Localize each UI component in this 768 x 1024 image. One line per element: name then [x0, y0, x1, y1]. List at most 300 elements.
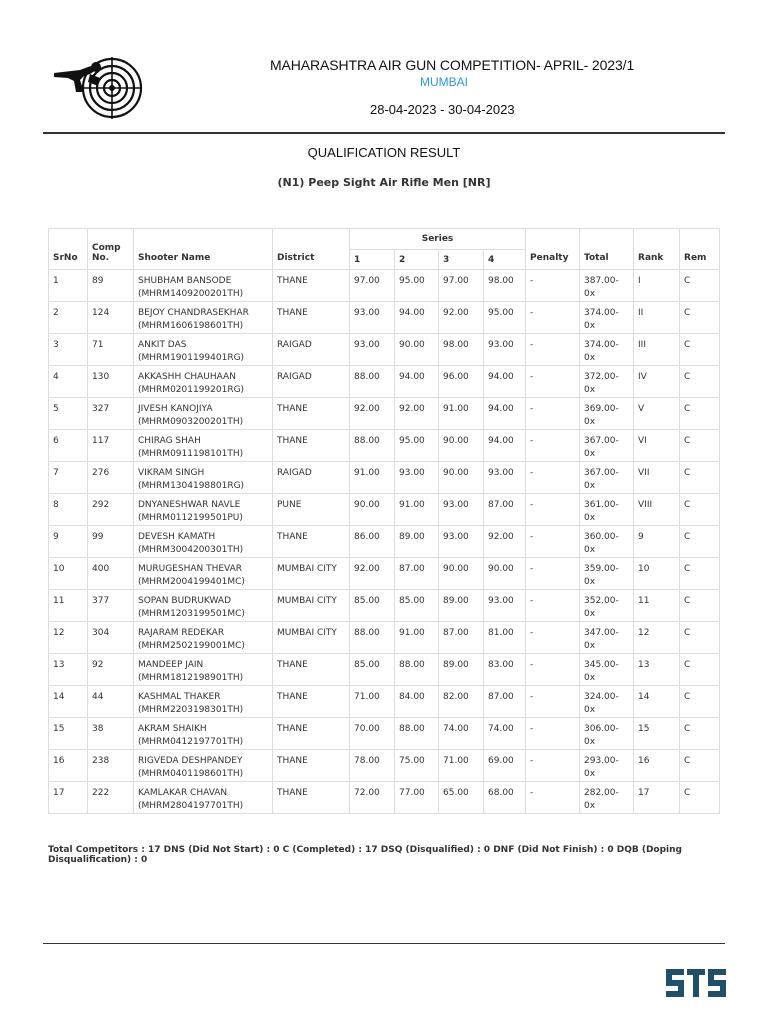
total-x-count: 0x	[584, 577, 596, 587]
total-score: 352.00-	[584, 596, 619, 606]
cell-srno: 10	[49, 558, 88, 590]
cell-srno: 2	[49, 302, 88, 334]
shooter-name: VIKRAM SINGH	[138, 468, 205, 478]
cell-series-2: 93.00	[395, 462, 439, 494]
competitor-summary: Total Competitors : 17 DNS (Did Not Start) : 0 C (Completed) : 17 DSQ (Disqualified) : 0 DNF (Did Not Finish) : 0 DQB (Doping Disqualification) : 0	[48, 845, 682, 865]
shooter-id: (MHRM1901199401RG)	[138, 353, 245, 363]
cell-penalty: -	[526, 654, 580, 686]
cell-district: MUMBAI CITY	[273, 558, 350, 590]
cell-srno: 17	[49, 782, 88, 814]
header-district: District	[273, 229, 350, 270]
cell-srno: 15	[49, 718, 88, 750]
shooter-id: (MHRM2004199401MC)	[138, 577, 245, 587]
header-rank: Rank	[634, 229, 680, 270]
shooter-name: RIGVEDA DESHPANDEY	[138, 756, 243, 766]
cell-shooter-name	[134, 782, 273, 814]
shooter-name: SHUBHAM BANSODE	[138, 276, 232, 286]
cell-srno: 8	[49, 494, 88, 526]
shooter-id: (MHRM0412197701TH)	[138, 737, 244, 747]
cell-rank: 11	[634, 590, 680, 622]
cell-series-3: 90.00	[439, 462, 484, 494]
total-x-count: 0x	[584, 449, 596, 459]
cell-series-3: 87.00	[439, 622, 484, 654]
cell-srno: 4	[49, 366, 88, 398]
cell-comp-no: 276	[88, 462, 134, 494]
cell-srno: 1	[49, 270, 88, 302]
cell-series-2: 88.00	[395, 654, 439, 686]
total-score: 361.00-	[584, 500, 619, 510]
cell-shooter-name	[134, 654, 273, 686]
cell-series-3: 92.00	[439, 302, 484, 334]
cell-comp-no: 89	[88, 270, 134, 302]
cell-total	[580, 526, 634, 558]
cell-series-4: 87.00	[484, 686, 526, 718]
cell-district: THANE	[273, 398, 350, 430]
table-row	[49, 302, 720, 334]
cell-rank: 16	[634, 750, 680, 782]
header-srno: SrNo	[49, 229, 88, 270]
cell-rank: 13	[634, 654, 680, 686]
cell-comp-no: 327	[88, 398, 134, 430]
cell-rank: V	[634, 398, 680, 430]
shooter-name: KASHMAL THAKER	[138, 692, 221, 702]
table-row	[49, 622, 720, 654]
cell-series-4: 81.00	[484, 622, 526, 654]
cell-srno: 12	[49, 622, 88, 654]
cell-series-1: 93.00	[350, 302, 395, 334]
cell-rank: 12	[634, 622, 680, 654]
cell-series-4: 95.00	[484, 302, 526, 334]
total-score: 359.00-	[584, 564, 619, 574]
total-score: 387.00-	[584, 276, 619, 286]
competition-city: MUMBAI	[420, 75, 468, 89]
cell-series-1: 88.00	[350, 366, 395, 398]
cell-comp-no: 71	[88, 334, 134, 366]
shooter-id: (MHRM0201199201RG)	[138, 385, 245, 395]
cell-comp-no: 124	[88, 302, 134, 334]
shooter-id: (MHRM1409200201TH)	[138, 289, 244, 299]
total-x-count: 0x	[584, 289, 596, 299]
cell-total	[580, 686, 634, 718]
total-x-count: 0x	[584, 769, 596, 779]
table-row	[49, 270, 720, 302]
cell-rank: III	[634, 334, 680, 366]
shooter-id: (MHRM2502199001MC)	[138, 641, 245, 651]
cell-penalty: -	[526, 590, 580, 622]
cell-total	[580, 718, 634, 750]
cell-series-3: 74.00	[439, 718, 484, 750]
cell-penalty: -	[526, 334, 580, 366]
cell-rem: C	[680, 430, 720, 462]
cell-series-2: 91.00	[395, 622, 439, 654]
cell-series-2: 92.00	[395, 398, 439, 430]
cell-rank: 10	[634, 558, 680, 590]
shooter-name: ANKIT DAS	[138, 340, 187, 350]
cell-rank: VI	[634, 430, 680, 462]
table-row	[49, 430, 720, 462]
shooter-name: BEJOY CHANDRASEKHAR	[138, 308, 249, 318]
cell-rem: C	[680, 558, 720, 590]
cell-series-3: 96.00	[439, 366, 484, 398]
cell-comp-no: 222	[88, 782, 134, 814]
cell-shooter-name	[134, 462, 273, 494]
total-x-count: 0x	[584, 385, 596, 395]
cell-srno: 11	[49, 590, 88, 622]
table-row	[49, 494, 720, 526]
total-score: 374.00-	[584, 340, 619, 350]
table-row	[49, 590, 720, 622]
cell-shooter-name	[134, 718, 273, 750]
cell-series-1: 85.00	[350, 590, 395, 622]
cell-series-4: 93.00	[484, 334, 526, 366]
cell-district: THANE	[273, 270, 350, 302]
cell-series-1: 93.00	[350, 334, 395, 366]
total-score: 347.00-	[584, 628, 619, 638]
cell-series-1: 72.00	[350, 782, 395, 814]
cell-series-3: 93.00	[439, 494, 484, 526]
cell-total	[580, 622, 634, 654]
event-name: (N1) Peep Sight Air Rifle Men [NR]	[277, 176, 491, 189]
cell-comp-no: 400	[88, 558, 134, 590]
cell-series-3: 82.00	[439, 686, 484, 718]
cell-srno: 13	[49, 654, 88, 686]
cell-rem: C	[680, 654, 720, 686]
shooter-name: DNYANESHWAR NAVLE	[138, 500, 241, 510]
header-penalty: Penalty	[526, 229, 580, 270]
cell-penalty: -	[526, 270, 580, 302]
cell-comp-no: 44	[88, 686, 134, 718]
cell-series-4: 87.00	[484, 494, 526, 526]
cell-total	[580, 366, 634, 398]
cell-total	[580, 558, 634, 590]
shooter-id: (MHRM3004200301TH)	[138, 545, 244, 555]
cell-series-2: 75.00	[395, 750, 439, 782]
cell-comp-no: 99	[88, 526, 134, 558]
total-x-count: 0x	[584, 513, 596, 523]
cell-series-2: 94.00	[395, 366, 439, 398]
cell-series-3: 89.00	[439, 590, 484, 622]
shooter-name: DEVESH KAMATH	[138, 532, 216, 542]
cell-series-4: 83.00	[484, 654, 526, 686]
header-series-1: 1	[350, 250, 395, 270]
cell-series-4: 94.00	[484, 398, 526, 430]
cell-series-1: 85.00	[350, 654, 395, 686]
cell-rem: C	[680, 462, 720, 494]
table-row	[49, 462, 720, 494]
table-row	[49, 750, 720, 782]
cell-penalty: -	[526, 558, 580, 590]
cell-series-3: 65.00	[439, 782, 484, 814]
cell-rem: C	[680, 398, 720, 430]
total-score: 324.00-	[584, 692, 619, 702]
header-comp-no: Comp No.	[88, 229, 134, 270]
cell-penalty: -	[526, 398, 580, 430]
total-x-count: 0x	[584, 737, 596, 747]
cell-series-4: 93.00	[484, 462, 526, 494]
cell-shooter-name	[134, 270, 273, 302]
cell-comp-no: 38	[88, 718, 134, 750]
cell-penalty: -	[526, 430, 580, 462]
shooter-target-logo-icon	[50, 56, 146, 126]
cell-shooter-name	[134, 558, 273, 590]
cell-rank: IV	[634, 366, 680, 398]
cell-series-3: 91.00	[439, 398, 484, 430]
cell-series-1: 90.00	[350, 494, 395, 526]
cell-series-3: 93.00	[439, 526, 484, 558]
cell-series-4: 90.00	[484, 558, 526, 590]
cell-penalty: -	[526, 718, 580, 750]
total-x-count: 0x	[584, 705, 596, 715]
cell-series-1: 97.00	[350, 270, 395, 302]
cell-rem: C	[680, 302, 720, 334]
cell-district: THANE	[273, 750, 350, 782]
sts-logo-icon	[664, 966, 728, 1000]
shooter-name: CHIRAG SHAH	[138, 436, 201, 446]
cell-series-1: 86.00	[350, 526, 395, 558]
cell-rank: 15	[634, 718, 680, 750]
cell-penalty: -	[526, 750, 580, 782]
cell-shooter-name	[134, 366, 273, 398]
shooter-name: MANDEEP JAIN	[138, 660, 204, 670]
cell-series-3: 71.00	[439, 750, 484, 782]
cell-total	[580, 462, 634, 494]
shooter-name: JIVESH KANOJIYA	[138, 404, 213, 414]
cell-total	[580, 494, 634, 526]
total-x-count: 0x	[584, 353, 596, 363]
total-x-count: 0x	[584, 545, 596, 555]
cell-penalty: -	[526, 302, 580, 334]
cell-series-4: 94.00	[484, 430, 526, 462]
cell-rank: VIII	[634, 494, 680, 526]
cell-district: MUMBAI CITY	[273, 590, 350, 622]
cell-rem: C	[680, 750, 720, 782]
cell-rank: I	[634, 270, 680, 302]
total-score: 369.00-	[584, 404, 619, 414]
header-series-3: 3	[439, 250, 484, 270]
total-score: 345.00-	[584, 660, 619, 670]
header-rem: Rem	[680, 229, 720, 270]
cell-shooter-name	[134, 334, 273, 366]
total-score: 306.00-	[584, 724, 619, 734]
total-x-count: 0x	[584, 673, 596, 683]
cell-series-1: 92.00	[350, 398, 395, 430]
cell-district: THANE	[273, 718, 350, 750]
table-row	[49, 366, 720, 398]
shooter-name: AKKASHH CHAUHAAN	[138, 372, 236, 382]
cell-series-2: 88.00	[395, 718, 439, 750]
cell-srno: 3	[49, 334, 88, 366]
cell-shooter-name	[134, 750, 273, 782]
table-row	[49, 782, 720, 814]
cell-series-2: 85.00	[395, 590, 439, 622]
table-row	[49, 334, 720, 366]
shooter-id: (MHRM2804197701TH)	[138, 801, 244, 811]
competition-dates: 28-04-2023 - 30-04-2023	[370, 102, 515, 117]
cell-shooter-name	[134, 398, 273, 430]
cell-series-2: 89.00	[395, 526, 439, 558]
cell-total	[580, 782, 634, 814]
shooter-name: MURUGESHAN THEVAR	[138, 564, 243, 574]
shooter-id: (MHRM2203198301TH)	[138, 705, 244, 715]
cell-srno: 9	[49, 526, 88, 558]
total-score: 367.00-	[584, 468, 619, 478]
table-row	[49, 526, 720, 558]
cell-series-4: 69.00	[484, 750, 526, 782]
cell-total	[580, 430, 634, 462]
cell-shooter-name	[134, 302, 273, 334]
cell-comp-no: 238	[88, 750, 134, 782]
cell-comp-no: 304	[88, 622, 134, 654]
cell-rem: C	[680, 334, 720, 366]
cell-district: THANE	[273, 430, 350, 462]
cell-series-1: 92.00	[350, 558, 395, 590]
cell-district: RAIGAD	[273, 462, 350, 494]
cell-district: PUNE	[273, 494, 350, 526]
cell-total	[580, 654, 634, 686]
cell-total	[580, 270, 634, 302]
cell-series-3: 90.00	[439, 558, 484, 590]
shooter-name: RAJARAM REDEKAR	[138, 628, 225, 638]
header-series-4: 4	[484, 250, 526, 270]
table-row	[49, 718, 720, 750]
cell-srno: 16	[49, 750, 88, 782]
cell-comp-no: 377	[88, 590, 134, 622]
cell-series-4: 93.00	[484, 590, 526, 622]
total-score: 282.00-	[584, 788, 619, 798]
cell-series-1: 71.00	[350, 686, 395, 718]
cell-penalty: -	[526, 366, 580, 398]
total-score: 293.00-	[584, 756, 619, 766]
cell-srno: 6	[49, 430, 88, 462]
shooter-id: (MHRM1812198901TH)	[138, 673, 244, 683]
cell-district: THANE	[273, 302, 350, 334]
cell-shooter-name	[134, 430, 273, 462]
cell-series-3: 97.00	[439, 270, 484, 302]
cell-series-4: 94.00	[484, 366, 526, 398]
cell-shooter-name	[134, 590, 273, 622]
total-score: 372.00-	[584, 372, 619, 382]
header-total: Total	[580, 229, 634, 270]
shooter-name: AKRAM SHAIKH	[138, 724, 207, 734]
cell-comp-no: 92	[88, 654, 134, 686]
total-x-count: 0x	[584, 641, 596, 651]
total-score: 360.00-	[584, 532, 619, 542]
cell-shooter-name	[134, 494, 273, 526]
shooter-id: (MHRM0903200201TH)	[138, 417, 244, 427]
cell-rem: C	[680, 526, 720, 558]
cell-district: THANE	[273, 526, 350, 558]
competition-title: MAHARASHTRA AIR GUN COMPETITION- APRIL- 2023/1	[270, 57, 635, 73]
cell-penalty: -	[526, 782, 580, 814]
cell-series-1: 70.00	[350, 718, 395, 750]
cell-district: RAIGAD	[273, 366, 350, 398]
cell-srno: 7	[49, 462, 88, 494]
cell-rank: II	[634, 302, 680, 334]
cell-penalty: -	[526, 462, 580, 494]
cell-rem: C	[680, 494, 720, 526]
cell-penalty: -	[526, 526, 580, 558]
total-x-count: 0x	[584, 321, 596, 331]
cell-rem: C	[680, 366, 720, 398]
cell-series-2: 77.00	[395, 782, 439, 814]
cell-series-3: 89.00	[439, 654, 484, 686]
cell-series-2: 95.00	[395, 430, 439, 462]
header-divider	[43, 132, 725, 134]
cell-district: MUMBAI CITY	[273, 622, 350, 654]
cell-comp-no: 130	[88, 366, 134, 398]
cell-shooter-name	[134, 526, 273, 558]
cell-rem: C	[680, 718, 720, 750]
total-score: 367.00-	[584, 436, 619, 446]
cell-district: RAIGAD	[273, 334, 350, 366]
cell-total	[580, 334, 634, 366]
cell-total	[580, 590, 634, 622]
cell-series-2: 94.00	[395, 302, 439, 334]
results-table	[48, 228, 720, 814]
total-x-count: 0x	[584, 417, 596, 427]
cell-total	[580, 302, 634, 334]
cell-total	[580, 398, 634, 430]
section-title: QUALIFICATION RESULT	[307, 145, 461, 160]
cell-comp-no: 292	[88, 494, 134, 526]
total-x-count: 0x	[584, 801, 596, 811]
cell-penalty: -	[526, 622, 580, 654]
cell-rank: 9	[634, 526, 680, 558]
cell-rank: VII	[634, 462, 680, 494]
cell-srno: 14	[49, 686, 88, 718]
cell-rem: C	[680, 270, 720, 302]
cell-rem: C	[680, 622, 720, 654]
cell-rem: C	[680, 782, 720, 814]
cell-series-2: 91.00	[395, 494, 439, 526]
total-x-count: 0x	[584, 481, 596, 491]
cell-rem: C	[680, 686, 720, 718]
shooter-name: KAMLAKAR CHAVAN	[138, 788, 228, 798]
total-score: 374.00-	[584, 308, 619, 318]
table-row	[49, 686, 720, 718]
cell-series-1: 78.00	[350, 750, 395, 782]
table-row	[49, 398, 720, 430]
cell-series-2: 84.00	[395, 686, 439, 718]
cell-series-3: 90.00	[439, 430, 484, 462]
cell-rank: 17	[634, 782, 680, 814]
cell-series-4: 74.00	[484, 718, 526, 750]
total-x-count: 0x	[584, 609, 596, 619]
cell-district: THANE	[273, 686, 350, 718]
cell-series-1: 91.00	[350, 462, 395, 494]
header-series-2: 2	[395, 250, 439, 270]
header-shooter-name: Shooter Name	[134, 229, 273, 270]
table-row	[49, 654, 720, 686]
footer-divider	[43, 943, 725, 944]
cell-comp-no: 117	[88, 430, 134, 462]
cell-rank: 14	[634, 686, 680, 718]
shooter-id: (MHRM0401198601TH)	[138, 769, 244, 779]
cell-series-4: 92.00	[484, 526, 526, 558]
table-row	[49, 558, 720, 590]
cell-srno: 5	[49, 398, 88, 430]
cell-series-4: 98.00	[484, 270, 526, 302]
cell-series-4: 68.00	[484, 782, 526, 814]
cell-district: THANE	[273, 654, 350, 686]
header-series: Series	[350, 229, 526, 250]
shooter-id: (MHRM0911198101TH)	[138, 449, 244, 459]
results-body	[49, 270, 720, 814]
cell-rem: C	[680, 590, 720, 622]
cell-series-3: 98.00	[439, 334, 484, 366]
cell-shooter-name	[134, 622, 273, 654]
shooter-id: (MHRM1606198601TH)	[138, 321, 244, 331]
